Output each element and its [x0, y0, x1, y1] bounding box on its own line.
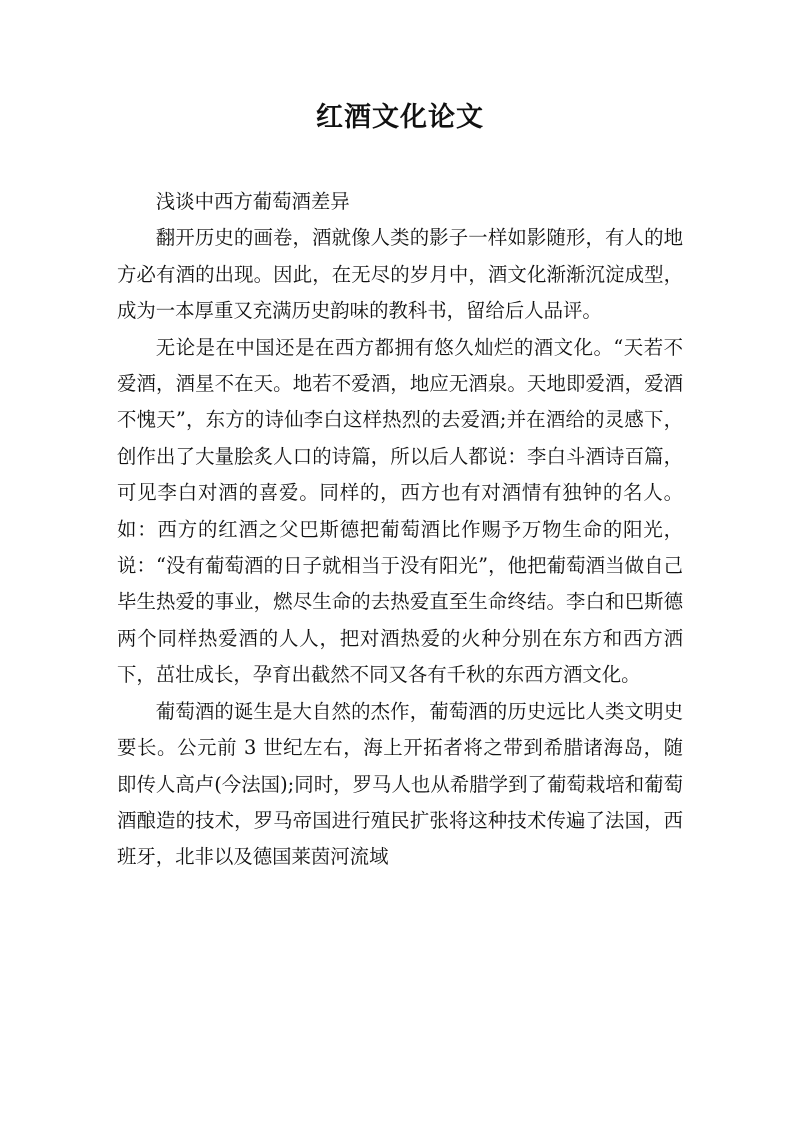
body-paragraph: 翻开历史的画卷，酒就像人类的影子一样如影随形，有人的地方必有酒的出现。因此，在无尽的岁月中，酒文化渐渐沉淀成型，成为一本厚重又充满历史韵味的教科书，留给后人品评。	[117, 226, 683, 323]
body-paragraph: 无论是在中国还是在西方都拥有悠久灿烂的酒文化。“天若不爱酒，酒星不在天。地若不爱酒，地应无酒泉。天地即爱酒，爱酒不愧天”，东方的诗仙李白这样热烈的去爱酒;并在酒给的灵感下，创作出了大量脍炙人口的诗篇，所以后人都说：李白斗酒诗百篇，可见李白对酒的喜爱。同样的，西方也有对酒情有独钟的名人。如：西方的红酒之父巴斯德把葡萄酒比作赐予万物生命的阳光，说：“没有葡萄酒的日子就相当于没有阳光”，他把葡萄酒当做自己毕生热爱的事业，燃尽生命的去热爱直至生命终结。李白和巴斯德两个同样热爱酒的人人，把对酒热爱的火种分别在东方和西方洒下，茁壮成长，孕育出截然不同又各有千秋的东西方酒文化。	[117, 335, 683, 687]
document-title: 红酒文化论文	[316, 102, 484, 133]
document-subtitle: 浅谈中西方葡萄酒差异	[155, 190, 350, 213]
body-paragraph: 葡萄酒的诞生是大自然的杰作，葡萄酒的历史远比人类文明史要长。公元前 3 世纪左右，海上开拓者将之带到希腊诸海岛，随即传人高卢(今法国);同时，罗马人也从希腊学到了葡萄栽培和葡萄酒酿造的技术，罗马帝国进行殖民扩张将这种技术传遍了法国，西班牙，北非以及德国莱茵河流域	[117, 699, 683, 869]
document-body	[117, 184, 683, 876]
